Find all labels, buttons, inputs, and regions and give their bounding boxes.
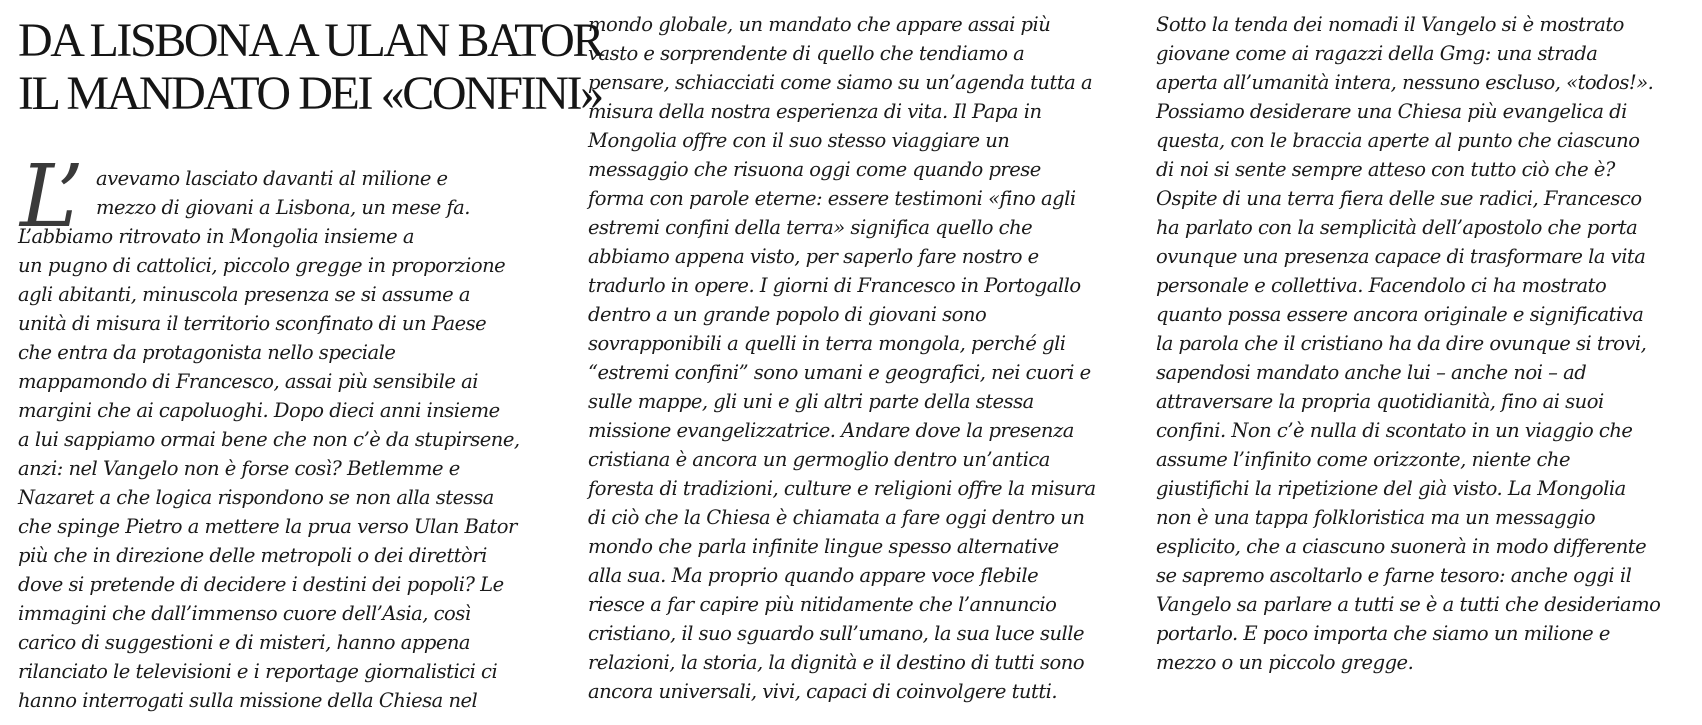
text-line: anzi: nel Vangelo non è forse così? Betlemme e bbox=[18, 457, 460, 480]
text-line: agli abitanti, minuscola presenza se si assume a bbox=[18, 283, 470, 306]
text-line: avevamo lasciato davanti al milione e bbox=[96, 167, 448, 190]
text-line: missione evangelizzatrice. Andare dove la presenza bbox=[588, 419, 1074, 442]
text-line: mappamondo di Francesco, assai più sensibile ai bbox=[18, 370, 478, 393]
headline-line-1: DA LISBONA A ULAN BATOR bbox=[18, 14, 603, 67]
text-line: abbiamo appena visto, per saperlo fare nostro e bbox=[588, 245, 1039, 268]
text-line: messaggio che risuona oggi come quando prese bbox=[588, 158, 1041, 181]
text-line: estremi confini della terra» significa quello che bbox=[588, 216, 1033, 239]
text-line: ha parlato con la semplicità dell’apostolo che porta bbox=[1156, 216, 1638, 239]
text-line: dove si pretende di decidere i destini dei popoli? Le bbox=[18, 573, 504, 596]
text-line: se sapremo ascoltarlo e farne tesoro: anche oggi il bbox=[1156, 564, 1632, 587]
text-line: sapendosi mandato anche lui – anche noi – ad bbox=[1156, 361, 1587, 384]
text-line: foresta di tradizioni, culture e religioni offre la misura bbox=[588, 477, 1096, 500]
text-line: immagini che dall’immenso cuore dell’Asia, così bbox=[18, 602, 471, 625]
text-line: riesce a far capire più nitidamente che l’annuncio bbox=[588, 593, 1057, 616]
text-line: mondo che parla infinite lingue spesso alternative bbox=[588, 535, 1059, 558]
text-line: sulle mappe, gli uni e gli altri parte della stessa bbox=[588, 390, 1034, 413]
column-2 bbox=[588, 0, 1148, 706]
drop-cap: L’ bbox=[20, 147, 84, 247]
column-3 bbox=[1156, 0, 1702, 677]
text-line: aperta all’umanità intera, nessuno escluso, «todos!». bbox=[1156, 71, 1654, 94]
text-line: cristiana è ancora un germoglio dentro un’antica bbox=[588, 448, 1050, 471]
text-line: Ospite di una terra fiera delle sue radici, Francesco bbox=[1156, 187, 1642, 210]
text-line: Sotto la tenda dei nomadi il Vangelo si è mostrato bbox=[1156, 13, 1624, 36]
text-line: cristiano, il suo sguardo sull’umano, la sua luce sulle bbox=[588, 622, 1085, 645]
text-line: Possiamo desiderare una Chiesa più evangelica di bbox=[1156, 100, 1627, 123]
text-line: relazioni, la storia, la dignità e il destino di tutti sono bbox=[588, 651, 1085, 674]
text-line: questa, con le braccia aperte al punto che ciascuno bbox=[1156, 129, 1640, 152]
text-line: confini. Non c’è nulla di scontato in un viaggio che bbox=[1156, 419, 1633, 442]
text-line: personale e collettiva. Facendolo ci ha mostrato bbox=[1156, 274, 1607, 297]
text-line: assume l’infinito come orizzonte, niente che bbox=[1156, 448, 1570, 471]
text-line: carico di suggestioni e di misteri, hanno appena bbox=[18, 631, 471, 654]
column-2-text bbox=[588, 10, 1148, 706]
text-line: di noi si sente sempre atteso con tutto ciò che è? bbox=[1156, 158, 1615, 181]
text-line: mezzo di giovani a Lisbona, un mese fa. bbox=[96, 196, 470, 219]
text-line: tradurlo in opere. I giorni di Francesco in Portogallo bbox=[588, 274, 1081, 297]
headline-line-2: IL MANDATO DEI «CONFINI» bbox=[18, 67, 602, 120]
headline bbox=[18, 0, 603, 120]
text-line: di ciò che la Chiesa è chiamata a fare oggi dentro un bbox=[588, 506, 1085, 529]
lead-paragraph bbox=[18, 147, 578, 715]
text-line: giustifichi la ripetizione del già visto. La Mongolia bbox=[1156, 477, 1626, 500]
text-line: quanto possa essere ancora originale e significativa bbox=[1156, 303, 1644, 326]
text-line: Mongolia offre con il suo stesso viaggiare un bbox=[588, 129, 1010, 152]
text-line: L’abbiamo ritrovato in Mongolia insieme a bbox=[18, 225, 414, 248]
text-line: che entra da protagonista nello speciale bbox=[18, 341, 396, 364]
text-line: giovane come ai ragazzi della Gmg: una strada bbox=[1156, 42, 1598, 65]
text-line: margini che ai capoluoghi. Dopo dieci anni insieme bbox=[18, 399, 500, 422]
column-1 bbox=[18, 0, 603, 715]
text-line: forma con parole eterne: essere testimoni «fino agli bbox=[588, 187, 1076, 210]
column-3-text bbox=[1156, 10, 1702, 677]
text-line: mondo globale, un mandato che appare assai più bbox=[588, 13, 1051, 36]
text-line: portarlo. E poco importa che siamo un milione e bbox=[1156, 622, 1610, 645]
text-line: mezzo o un piccolo gregge. bbox=[1156, 651, 1414, 674]
text-line: esplicito, che a ciascuno suonerà in modo differente bbox=[1156, 535, 1647, 558]
text-line: più che in direzione delle metropoli o dei direttòri bbox=[18, 544, 487, 567]
text-line: a lui sappiamo ormai bene che non c’è da stupirsene, bbox=[18, 428, 520, 451]
text-line: ancora universali, vivi, capaci di coinvolgere tutti. bbox=[588, 680, 1058, 703]
text-line: unità di misura il territorio sconfinato di un Paese bbox=[18, 312, 487, 335]
text-line: rilanciato le televisioni e i reportage giornalistici ci bbox=[18, 660, 498, 683]
text-line: sovrapponibili a quelli in terra mongola, perché gli bbox=[588, 332, 1066, 355]
text-line: misura della nostra esperienza di vita. Il Papa in bbox=[588, 100, 1042, 123]
text-line: hanno interrogati sulla missione della Chiesa nel bbox=[18, 689, 478, 712]
text-line: ovunque una presenza capace di trasformare la vita bbox=[1156, 245, 1646, 268]
text-line: non è una tappa folkloristica ma un messaggio bbox=[1156, 506, 1596, 529]
text-line: attraversare la propria quotidianità, fino ai suoi bbox=[1156, 390, 1604, 413]
text-line: vasto e sorprendente di quello che tendiamo a bbox=[588, 42, 1025, 65]
text-line: un pugno di cattolici, piccolo gregge in proporzione bbox=[18, 254, 506, 277]
text-line: la parola che il cristiano ha da dire ovunque si trovi, bbox=[1156, 332, 1647, 355]
text-line: “estremi confini” sono umani e geografici, nei cuori e bbox=[588, 361, 1091, 384]
text-line: Vangelo sa parlare a tutti se è a tutti che desideriamo bbox=[1156, 593, 1661, 616]
text-line: alla sua. Ma proprio quando appare voce flebile bbox=[588, 564, 1039, 587]
text-line: dentro a un grande popolo di giovani sono bbox=[588, 303, 987, 326]
text-line: pensare, schiacciati come siamo su un’agenda tutta a bbox=[588, 71, 1093, 94]
text-line: Nazaret a che logica rispondono se non alla stessa bbox=[18, 486, 494, 509]
column-1-text bbox=[18, 164, 578, 715]
text-line: che spinge Pietro a mettere la prua verso Ulan Bator bbox=[18, 515, 517, 538]
